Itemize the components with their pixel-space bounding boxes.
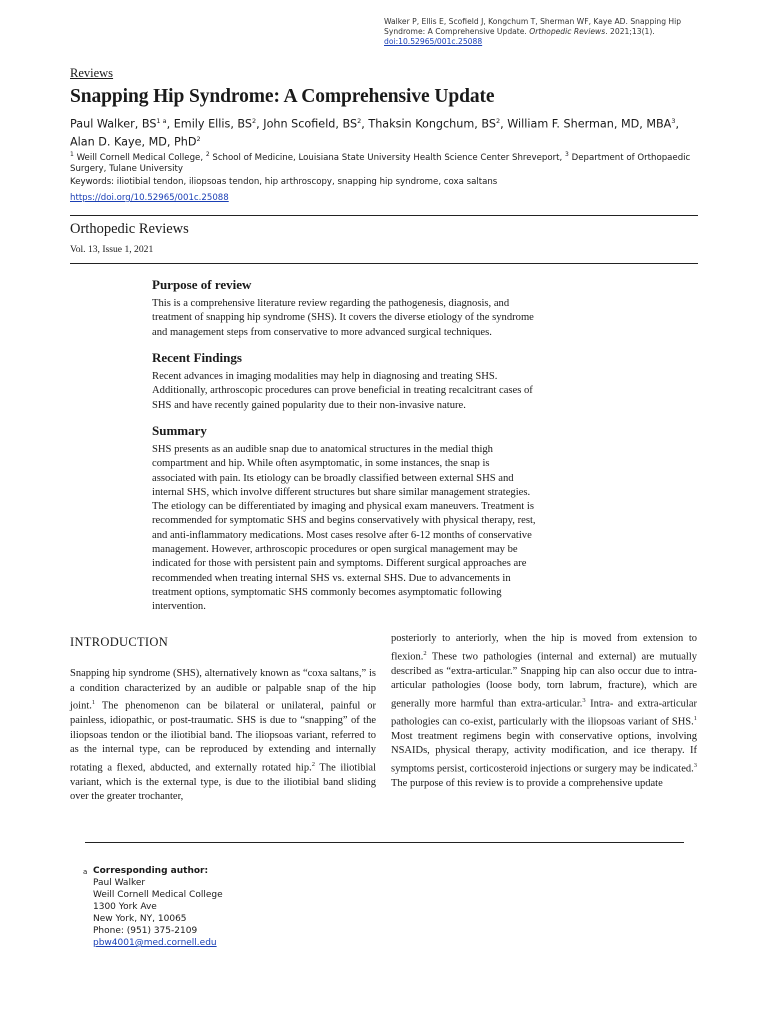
body-text: These two pathologies (internal and external) are mutually described as “extra-articular.” Snapping hip can also occur due to intra-articular pathologies (loose body, torn labrum, fracture), which are generally more harmful than extra-articular.: [391, 651, 697, 709]
affiliations: [70, 149, 700, 176]
abstract-line: Additionally, arthroscopic procedures can prove beneficial in treating recalcitrant cases of: [152, 385, 533, 397]
journal-name: Orthopedic Reviews: [70, 221, 189, 237]
corresponding-line: Weill Cornell Medical College: [93, 890, 223, 900]
keywords: Keywords: iliotibial tendon, iliopsoas tendon, hip arthroscopy, snapping hip syndrome, coxa saltans: [70, 177, 498, 187]
abstract-line: This is a comprehensive literature review regarding the pathogenesis, diagnosis, and: [152, 298, 510, 309]
body-text: Snapping hip syndrome (SHS), alternatively known as “coxa saltans,” is a condition characterized by an audible or palpable snap of the hip joint.: [70, 668, 376, 712]
body-text: Most treatment regimens begin with conservative options, involving NSAIDs, physical therapy, activity modification, and ice therapy. If symptoms persist, corticosteroid injections or surgery may be indicated.: [391, 730, 697, 774]
author-sup: 2: [252, 117, 257, 125]
reference-link[interactable]: 2: [423, 649, 427, 657]
abstract-heading: Recent Findings: [152, 350, 242, 365]
author: John Scofield, BS: [263, 117, 358, 131]
abstract-line: compartment and hip. While often asymptomatic, in some instances, the snap is: [152, 458, 490, 470]
abstract-paragraph: [152, 370, 616, 413]
corresponding-line: New York, NY, 10065: [93, 914, 187, 924]
body-text: The purpose of this review is to provide a comprehensive update: [391, 777, 663, 789]
reference-link[interactable]: 1: [91, 699, 96, 706]
body-text: posteriorly to anteriorly, when the hip is moved from extension to flexion.: [391, 633, 697, 662]
corresponding-line: Paul Walker: [93, 878, 146, 888]
abstract-line: recommended for symptomatic SHS and begins conservatively with physical therapy, rest,: [152, 515, 536, 527]
affiliation: Weill Cornell Medical College,: [76, 152, 204, 163]
divider: [70, 215, 698, 216]
reference-link[interactable]: 1: [693, 714, 697, 722]
citation-text: Walker P, Ellis E, Scofield J, Kongchum T, Sherman WF, Kaye AD. Snapping Hip Syndrome: A Comprehensive Update.: [384, 17, 682, 36]
affil-num: 1: [70, 151, 74, 158]
citation-suffix: . 2021;13(1).: [605, 27, 655, 36]
citation-journal: Orthopedic Reviews: [529, 27, 606, 36]
affil-num: 3: [565, 151, 569, 158]
citation-block: [384, 17, 704, 47]
author: William F. Sherman, MD, MBA: [507, 117, 672, 131]
abstract-paragraph: [152, 443, 616, 615]
footnote-divider: [85, 842, 684, 843]
abstract-line: SHS presents as an audible snap due to anatomical structures in the medial thigh: [152, 444, 493, 455]
citation-doi-link[interactable]: doi:10.52965/001c.25088: [384, 37, 483, 46]
author-sup: 3: [671, 117, 676, 125]
affil-num: 2: [205, 151, 210, 158]
abstract-line: treatment of snapping hip syndrome (SHS). It covers the diverse etiology of the syndrome: [152, 312, 534, 324]
abstract-line: The etiology can be differentiated by imaging and physical exam maneuvers. Treatment is: [152, 501, 534, 513]
body-text: The iliotibial variant, which is the external type, is due to the iliotibial band sliding over the greater trochanter,: [70, 762, 376, 802]
author-sup: 1 a: [156, 117, 167, 125]
body-text: Intra- and extra-articular pathologies can co-exist, particularly with the iliopsoas variant of SHS.: [391, 698, 697, 727]
corresponding-author: [93, 865, 223, 949]
abstract-line: internal SHS, which involve different structures but share similar management strategies.: [152, 486, 531, 498]
affiliation: School of Medicine, Louisiana State University Health Science Center Shreveport,: [212, 152, 563, 163]
reference-link[interactable]: 2: [311, 760, 315, 768]
intro-heading: INTRODUCTION: [70, 635, 169, 649]
abstract-line: associated with pain. Its etiology can be broadly classified between external SHS and: [152, 472, 514, 484]
abstract-line: recommended when treating internal SHS vs. external SHS. Due to advancements in: [152, 572, 511, 584]
article-title: Snapping Hip Syndrome: A Comprehensive Update: [70, 86, 495, 107]
abstract-heading: Summary: [152, 423, 207, 438]
abstract-findings: [152, 350, 616, 413]
author-sup: 2: [357, 117, 362, 125]
author: Alan D. Kaye, MD, PhD: [70, 135, 197, 149]
doi-link[interactable]: https://doi.org/10.52965/001c.25088: [70, 193, 229, 203]
corresponding-line: 1300 York Ave: [93, 902, 157, 912]
abstract-line: SHS and have recently gained popularity due to their non-invasive nature.: [152, 399, 466, 411]
corresponding-line: Phone: (951) 375-2109: [93, 926, 198, 936]
author-sup: 2: [495, 117, 501, 125]
abstract-summary: [152, 423, 616, 615]
abstract-line: indicated for those with persistent pain and symptoms. Different surgical approaches are: [152, 558, 527, 570]
abstract-purpose: [152, 277, 616, 340]
abstract-line: management. However, arthroscopic procedures or open surgical management may be: [152, 544, 518, 556]
intro-right-column: [391, 632, 697, 791]
author-sup: 2: [196, 134, 201, 143]
body-text: The phenomenon can be bilateral or unilateral, painful or painless, idiopathic, or post-traumatic. SHS is due to “snapping” of the iliopsoas tendon or the iliotibial band. The iliopsoas variant, referred to as the internal type, can be reproduced by extending and internally rotating a flexed, abducted, and externally rotated hip.: [70, 700, 376, 773]
author: Emily Ellis, BS: [173, 117, 253, 131]
corresponding-label: Corresponding author:: [93, 866, 209, 876]
divider: [70, 263, 698, 264]
author: Paul Walker, BS: [70, 117, 157, 131]
intro-left-column: [70, 667, 376, 805]
abstract-line: and management steps from conservative to more advanced surgical techniques.: [152, 326, 492, 338]
reference-link[interactable]: 3: [693, 761, 697, 769]
abstract-line: Recent advances in imaging modalities may help in diagnosing and treating SHS.: [152, 371, 498, 382]
footnote-mark: a: [83, 868, 88, 876]
reference-link[interactable]: 3: [582, 696, 586, 704]
author-list: Paul Walker, $BS^{1 a}$, Emily Ellis, $BS^2$, John Scofield, $BS^2$, Thaksin Kongchum, $BS^2$, William F. Sherman, MD, MBA$^3$, Alan D. Kaye, MD, PhD$^2$: [70, 117, 680, 149]
abstract-paragraph: [152, 297, 616, 340]
abstract-line: and anti-inflammatory medications. Most cases resolve after 6-12 months of conservative: [152, 529, 532, 541]
abstract-line: intervention.: [152, 601, 206, 613]
author: Thaksin Kongchum, BS: [368, 117, 496, 131]
abstract-line: treatment options, symptomatic SHS commonly becomes asymptomatic following: [152, 586, 502, 598]
email-link[interactable]: pbw4001@med.cornell.edu: [93, 938, 217, 948]
journal-volume: Vol. 13, Issue 1, 2021: [70, 244, 154, 255]
abstract-heading: Purpose of review: [152, 277, 252, 292]
affiliation: Department of Orthopaedic Surgery, Tulane University: [70, 152, 691, 175]
section-label[interactable]: Reviews: [70, 66, 114, 80]
